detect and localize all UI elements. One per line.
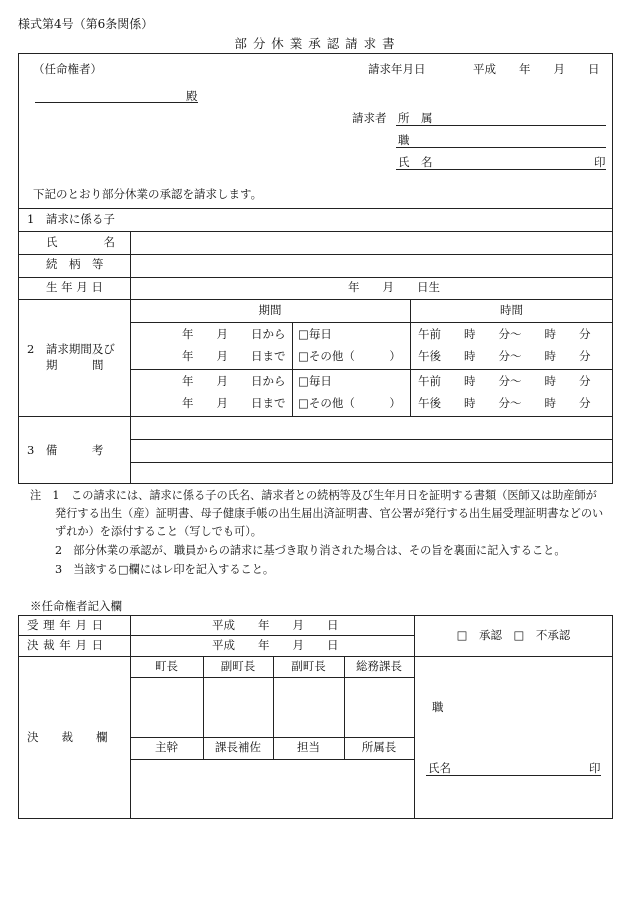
am-time[interactable]: 午前 時 分～ 時 分 [418, 374, 591, 388]
child-birth-value: 年 月 日生 [348, 280, 440, 294]
note1-line1: この請求には、請求に係る子の氏名、請求者との続柄等及び生年月日を証明する書類（医師又は助産師が [71, 489, 597, 502]
daily-checkbox[interactable]: □毎日 [298, 374, 332, 388]
other-checkbox[interactable]: □その他（ ） [298, 349, 401, 363]
section1-heading: 1 請求に係る子 [27, 212, 115, 226]
child-birth-label: 生 年 月 日 [46, 280, 103, 294]
addressee-suffix: 殿 [186, 89, 198, 103]
decision-date-label: 決 裁 年 月 日 [27, 638, 104, 652]
approval-checkboxes[interactable]: □ 承認 □ 不承認 [456, 628, 571, 642]
note1-line3: ずれか）を添付すること（写しでも可）。 [55, 525, 262, 538]
appointer-label: （任命権者） [33, 62, 102, 76]
period-from[interactable]: 年 月 日から [182, 374, 286, 388]
divider [18, 416, 613, 417]
approver-name-field[interactable] [426, 775, 601, 776]
position-label: 職 [398, 133, 410, 147]
daily-checkbox[interactable]: □毎日 [298, 327, 332, 341]
request-date-value: 平成 年 月 日 [473, 62, 600, 76]
role-mayor: 町長 [155, 659, 178, 673]
role-deputy-mayor: 副町長 [291, 659, 326, 673]
receipt-date-value[interactable]: 平成 年 月 日 [212, 618, 339, 632]
name-field[interactable] [396, 169, 606, 170]
period-header: 期間 [258, 303, 282, 317]
approval-divider [414, 615, 415, 819]
position-field[interactable] [396, 147, 606, 148]
divider [130, 369, 613, 370]
divider [130, 737, 414, 738]
other-checkbox[interactable]: □その他（ ） [298, 396, 401, 410]
name-label: 氏 名 [398, 155, 433, 169]
divider [130, 322, 613, 323]
pm-time[interactable]: 午後 時 分～ 時 分 [418, 349, 591, 363]
period-time-divider [410, 299, 411, 416]
receipt-date-label: 受 理 年 月 日 [27, 618, 104, 632]
label-column-divider [130, 231, 131, 416]
remarks-line[interactable] [130, 439, 613, 440]
main-form [18, 53, 613, 484]
approver-seal: 印 [589, 761, 601, 775]
decision-column-label: 決 裁 欄 [27, 730, 108, 744]
approver-position-label: 職 [432, 700, 444, 714]
affiliation-field[interactable] [396, 125, 606, 126]
section2-label-line2: 期 間 [46, 358, 104, 372]
request-statement: 下記のとおり部分休業の承認を請求します。 [33, 187, 263, 201]
period-until[interactable]: 年 月 日まで [182, 349, 286, 363]
divider [18, 254, 613, 255]
affiliation-label: 所 属 [398, 111, 433, 125]
period-until[interactable]: 年 月 日まで [182, 396, 286, 410]
remarks-label: 3 備 考 [27, 443, 104, 457]
note2: 2 部分休業の承認が、職員からの請求に基づき取り消された場合は、その旨を裏面に記入すること。 [55, 544, 566, 557]
period-from[interactable]: 年 月 日から [182, 327, 286, 341]
approver-name-label: 氏名 [428, 761, 451, 775]
label-column-divider [130, 416, 131, 484]
divider [18, 656, 613, 657]
role-general-affairs-chief: 総務課長 [356, 659, 402, 673]
seal-mark: 印 [594, 155, 606, 169]
note3: 3 当該する□欄にはレ印を記入すること。 [55, 563, 275, 576]
divider [18, 277, 613, 278]
child-name-label: 氏 名 [46, 235, 115, 249]
divider [18, 299, 613, 300]
role-assistant-manager: 課長補佐 [215, 740, 261, 754]
pm-time[interactable]: 午後 時 分～ 時 分 [418, 396, 591, 410]
addressee-line[interactable] [35, 102, 198, 103]
time-header: 時間 [500, 303, 523, 317]
note1-line2: 発行する出生（産）証明書、母子健康手帳の出生届出済証明書、官公署が発行する出生届受理証明書などのい [55, 507, 604, 520]
role-supervisor: 主幹 [155, 740, 178, 754]
request-date-label: 請求年月日 [368, 62, 426, 76]
remarks-line[interactable] [130, 462, 613, 463]
label-column-divider [130, 615, 131, 819]
appointer-heading: ※任命権者記入欄 [30, 599, 122, 613]
am-time[interactable]: 午前 時 分～ 時 分 [418, 327, 591, 341]
form-id: 様式第4号（第6条関係） [18, 17, 154, 31]
role-deputy-mayor: 副町長 [220, 659, 256, 673]
divider [18, 208, 613, 209]
divider [18, 635, 414, 636]
role-department-head: 所属長 [361, 740, 397, 754]
section2-label-line1: 2 請求期間及び [27, 342, 115, 356]
notes-intro: 注 1 [30, 489, 60, 502]
role-staff-in-charge: 担当 [297, 740, 320, 754]
requester-label: 請求者 [352, 111, 387, 125]
divider [18, 231, 613, 232]
decision-date-value[interactable]: 平成 年 月 日 [212, 638, 339, 652]
divider [130, 677, 414, 678]
page-title: 部 分 休 業 承 認 請 求 書 [234, 36, 396, 51]
child-relation-label: 続 柄 等 [46, 257, 104, 271]
divider [130, 759, 414, 760]
